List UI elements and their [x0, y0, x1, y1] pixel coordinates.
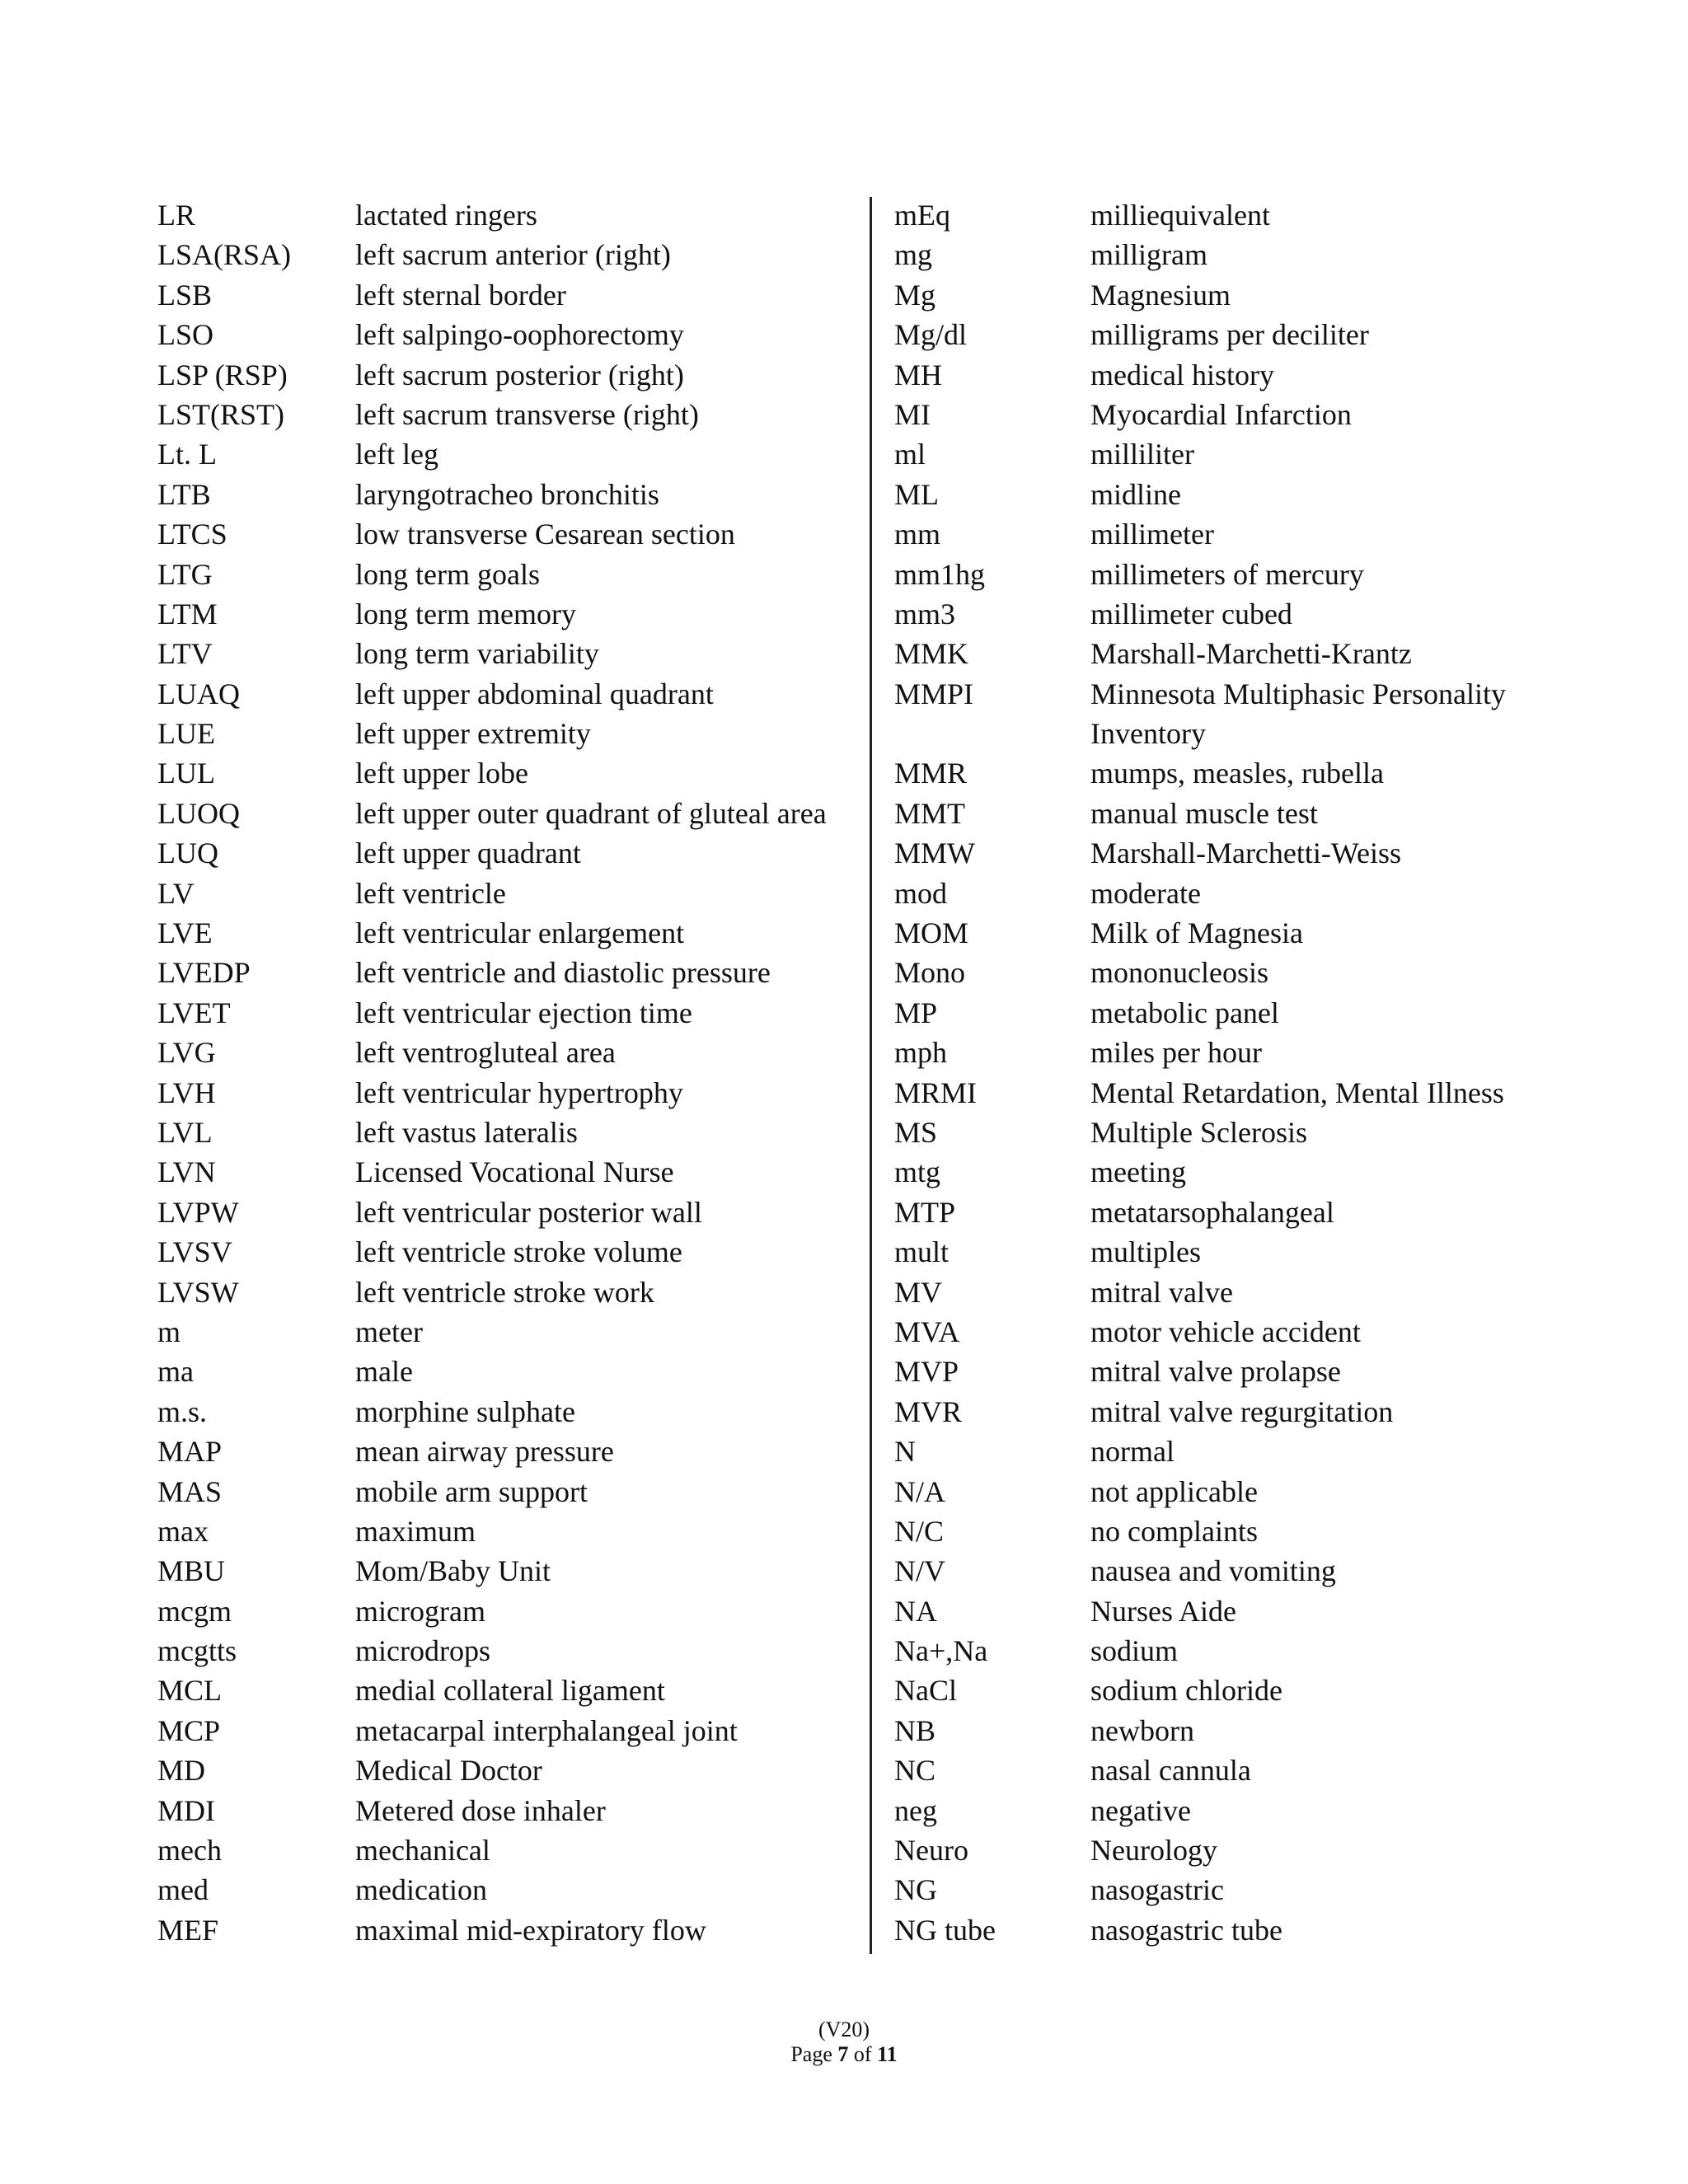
glossary-entry: [894, 1551, 1620, 1591]
abbreviation: MCL: [157, 1674, 223, 1708]
meaning: Neurology: [1090, 1834, 1217, 1868]
glossary-left-column: [157, 195, 858, 1950]
glossary-entry: [894, 753, 1620, 793]
glossary-entry: [894, 514, 1620, 554]
meaning: meeting: [1090, 1155, 1186, 1189]
abbreviation: MVA: [894, 1315, 960, 1348]
glossary-entry: [157, 1910, 858, 1950]
glossary-entry: [894, 794, 1620, 833]
abbreviation: NC: [894, 1754, 936, 1788]
abbreviation: m.s.: [157, 1394, 208, 1428]
glossary-entry: [157, 1711, 858, 1750]
glossary-entry: [894, 1033, 1620, 1072]
abbreviation: N: [894, 1435, 916, 1469]
abbreviation: MS: [894, 1115, 938, 1149]
meaning: motor vehicle accident: [1090, 1315, 1361, 1348]
glossary-entry: [894, 1472, 1620, 1511]
glossary-entry: [894, 594, 1620, 634]
abbreviation: LR: [157, 199, 196, 232]
abbreviation: LUL: [157, 757, 215, 790]
meaning: mitral valve regurgitation: [1090, 1394, 1394, 1428]
meaning: Milk of Magnesia: [1090, 916, 1303, 950]
meaning: millimeter cubed: [1090, 597, 1292, 630]
glossary-entry: [894, 674, 1620, 714]
meaning: mechanical: [355, 1834, 490, 1868]
column-divider: [870, 197, 872, 1954]
page-number: [0, 2042, 1688, 2067]
abbreviation: LVEDP: [157, 956, 251, 990]
glossary-entry: [157, 315, 858, 354]
meaning: meter: [355, 1315, 423, 1348]
meaning: mobile arm support: [355, 1474, 588, 1508]
abbreviation: MMK: [894, 637, 969, 671]
glossary-entry: [894, 235, 1620, 274]
glossary-entry: [157, 1432, 858, 1471]
meaning: morphine sulphate: [355, 1394, 575, 1428]
glossary-entry: [894, 1073, 1620, 1113]
glossary-entry: [157, 1750, 858, 1790]
glossary-entry: [894, 315, 1620, 354]
meaning: mitral valve: [1090, 1275, 1233, 1309]
meaning: milliliter: [1090, 438, 1194, 471]
meaning: left sacrum posterior (right): [355, 358, 684, 391]
abbreviation: MD: [157, 1754, 206, 1788]
abbreviation: mult: [894, 1235, 950, 1269]
meaning: multiples: [1090, 1235, 1201, 1269]
glossary-entry: [894, 1711, 1620, 1750]
page-footer: [0, 2018, 1688, 2067]
glossary-entry: [157, 1791, 858, 1830]
meaning: millimeters of mercury: [1090, 557, 1364, 591]
abbreviation: Mg/dl: [894, 318, 968, 352]
abbreviation: MEF: [157, 1913, 219, 1947]
abbreviation: LV: [157, 876, 195, 910]
meaning: metabolic panel: [1090, 996, 1279, 1029]
glossary-entry: [157, 833, 858, 873]
abbreviation: LVSV: [157, 1235, 232, 1269]
abbreviation: LTV: [157, 637, 213, 671]
meaning: left leg: [355, 438, 438, 471]
meaning: left upper quadrant: [355, 837, 581, 870]
meaning: left upper extremity: [355, 717, 591, 751]
glossary-entry: [894, 1392, 1620, 1432]
meaning: left vastus lateralis: [355, 1115, 578, 1149]
abbreviation: LUAQ: [157, 677, 240, 710]
meaning: maximum: [355, 1514, 476, 1548]
glossary-entry: [894, 475, 1620, 514]
abbreviation: LTM: [157, 597, 218, 630]
glossary-entry: [157, 1392, 858, 1432]
meaning: left upper abdominal quadrant: [355, 677, 714, 710]
meaning: nasogastric: [1090, 1873, 1224, 1907]
meaning: sodium chloride: [1090, 1674, 1282, 1708]
glossary-entry: [157, 1631, 858, 1671]
abbreviation: mcgm: [157, 1594, 232, 1628]
abbreviation: MAS: [157, 1474, 223, 1508]
abbreviation: LUOQ: [157, 796, 240, 830]
abbreviation: LVG: [157, 1036, 216, 1070]
abbreviation: mEq: [894, 199, 950, 232]
meaning: Marshall-Marchetti-Weiss: [1090, 837, 1401, 870]
glossary-entry: [157, 794, 858, 833]
meaning: left ventricle stroke volume: [355, 1235, 682, 1269]
abbreviation: mm1hg: [894, 557, 986, 591]
glossary-entry: [157, 1272, 858, 1312]
meaning: milligrams per deciliter: [1090, 318, 1369, 352]
abbreviation: MH: [894, 358, 943, 391]
glossary-right-column: [894, 195, 1620, 1950]
page-prefix: Page: [790, 2042, 832, 2066]
glossary-entry: [894, 833, 1620, 873]
meaning: Marshall-Marchetti-Krantz: [1090, 637, 1412, 671]
meaning: not applicable: [1090, 1474, 1258, 1508]
meaning: Nurses Aide: [1090, 1594, 1236, 1628]
abbreviation: mm: [894, 518, 941, 551]
abbreviation: neg: [894, 1793, 937, 1827]
glossary-entry: [157, 395, 858, 434]
abbreviation: LVL: [157, 1115, 213, 1149]
abbreviation: NaCl: [894, 1674, 957, 1708]
glossary-entry: [894, 1791, 1620, 1830]
page-current: 7: [837, 2042, 849, 2066]
abbreviation: LTCS: [157, 518, 227, 551]
abbreviation: N/A: [894, 1474, 945, 1508]
meaning: left ventricular posterior wall: [355, 1195, 702, 1229]
glossary-entry: [894, 1152, 1620, 1192]
abbreviation: MDI: [157, 1793, 215, 1827]
meaning: Metered dose inhaler: [355, 1793, 606, 1827]
abbreviation: MOM: [894, 916, 969, 950]
glossary-entry: [157, 475, 858, 514]
meaning: Medical Doctor: [355, 1754, 542, 1788]
glossary-entry: [157, 594, 858, 634]
glossary-entry: [157, 235, 858, 274]
meaning: sodium: [1090, 1634, 1179, 1668]
glossary-entry: [157, 1152, 858, 1192]
abbreviation: MCP: [157, 1713, 221, 1747]
meaning: left ventricle: [355, 876, 506, 910]
glossary-entry: [894, 1631, 1620, 1671]
abbreviation: NG: [894, 1873, 937, 1907]
glossary-entry: [894, 1870, 1620, 1910]
glossary-entry: [157, 1193, 858, 1232]
meaning: left sacrum anterior (right): [355, 238, 671, 272]
glossary-entry: [894, 1910, 1620, 1950]
meaning: left sternal border: [355, 278, 566, 312]
abbreviation: LST(RST): [157, 397, 285, 431]
abbreviation: MI: [894, 397, 931, 431]
meaning: Licensed Vocational Nurse: [355, 1155, 674, 1189]
meaning: milligram: [1090, 238, 1207, 272]
abbreviation: max: [157, 1514, 209, 1548]
glossary-entry: [894, 1352, 1620, 1391]
meaning: normal: [1090, 1435, 1175, 1469]
glossary-entry: [157, 1870, 858, 1910]
abbreviation: N/C: [894, 1514, 945, 1548]
abbreviation: MAP: [157, 1435, 223, 1469]
glossary-entry: [157, 1232, 858, 1272]
glossary-entry: [894, 555, 1620, 594]
meaning: male: [355, 1355, 413, 1389]
abbreviation: LVE: [157, 916, 213, 950]
abbreviation: ma: [157, 1355, 194, 1389]
meaning: medical history: [1090, 358, 1274, 391]
glossary-entry: [894, 1671, 1620, 1710]
glossary-entry: [894, 1113, 1620, 1152]
abbreviation: LTG: [157, 557, 213, 591]
abbreviation: MP: [894, 996, 938, 1029]
meaning: moderate: [1090, 876, 1201, 910]
abbreviation: MMPI: [894, 677, 974, 710]
meaning: miles per hour: [1090, 1036, 1262, 1070]
abbreviation: MVR: [894, 1394, 963, 1428]
abbreviation: NA: [894, 1594, 937, 1628]
abbreviation: N/V: [894, 1554, 945, 1588]
glossary-entry: [157, 1033, 858, 1072]
meaning: left salpingo-oophorectomy: [355, 318, 684, 352]
abbreviation: LVN: [157, 1155, 216, 1189]
abbreviation: ml: [894, 438, 926, 471]
abbreviation: LSA(RSA): [157, 238, 292, 272]
meaning: microgram: [355, 1594, 485, 1628]
meaning: left sacrum transverse (right): [355, 397, 699, 431]
meaning: left ventricular hypertrophy: [355, 1076, 683, 1109]
glossary-entry: [157, 1511, 858, 1551]
glossary-entry: [894, 993, 1620, 1033]
abbreviation: MMR: [894, 757, 968, 790]
glossary-entry: [894, 1272, 1620, 1312]
meaning: metatarsophalangeal: [1090, 1195, 1334, 1229]
glossary-entry: [894, 395, 1620, 434]
meaning: nausea and vomiting: [1090, 1554, 1336, 1588]
abbreviation: ML: [894, 477, 939, 511]
meaning: newborn: [1090, 1713, 1194, 1747]
abbreviation: MTP: [894, 1195, 956, 1229]
glossary-entry: [894, 1232, 1620, 1272]
meaning: left ventricle stroke work: [355, 1275, 654, 1309]
meaning: Magnesium: [1090, 278, 1231, 312]
meaning: left ventricular enlargement: [355, 916, 685, 950]
abbreviation: Lt. L: [157, 438, 217, 471]
glossary-entry: [157, 714, 858, 753]
abbreviation: mcgtts: [157, 1634, 237, 1668]
glossary-entry: [157, 753, 858, 793]
page-total: 11: [877, 2042, 898, 2066]
glossary-entry: [894, 1432, 1620, 1471]
glossary-entry: [157, 1472, 858, 1511]
glossary-entry: [157, 1312, 858, 1352]
glossary-entry: [157, 434, 858, 474]
glossary-entry: [157, 874, 858, 913]
glossary-entry: [157, 355, 858, 395]
abbreviation: MV: [894, 1275, 943, 1309]
abbreviation: mech: [157, 1834, 222, 1868]
abbreviation: mg: [894, 238, 933, 272]
meaning: negative: [1090, 1793, 1191, 1827]
glossary-entry: [157, 195, 858, 235]
abbreviation: LUQ: [157, 837, 218, 870]
meaning: microdrops: [355, 1634, 490, 1668]
abbreviation: NG tube: [894, 1913, 996, 1947]
meaning: Minnesota Multiphasic Personality: [1090, 677, 1506, 710]
meaning: millimeter: [1090, 518, 1214, 551]
glossary-entry: [157, 674, 858, 714]
abbreviation: LTB: [157, 477, 211, 511]
abbreviation: LVET: [157, 996, 231, 1029]
meaning: nasal cannula: [1090, 1754, 1251, 1788]
meaning: left ventricular ejection time: [355, 996, 692, 1029]
abbreviation: med: [157, 1873, 209, 1907]
glossary-entry: [894, 874, 1620, 913]
abbreviation: mtg: [894, 1155, 941, 1189]
meaning: Inventory: [1090, 717, 1206, 751]
glossary-entry: [894, 953, 1620, 992]
abbreviation: LVPW: [157, 1195, 239, 1229]
meaning: mononucleosis: [1090, 956, 1268, 990]
abbreviation: mph: [894, 1036, 948, 1070]
abbreviation: mod: [894, 876, 948, 910]
glossary-entry: [894, 1193, 1620, 1232]
meaning: Mom/Baby Unit: [355, 1554, 551, 1588]
meaning: manual muscle test: [1090, 796, 1318, 830]
glossary-entry: [157, 514, 858, 554]
meaning: low transverse Cesarean section: [355, 518, 735, 551]
abbreviation: MVP: [894, 1355, 959, 1389]
glossary-entry: [894, 275, 1620, 315]
abbreviation: Mono: [894, 956, 966, 990]
meaning: Multiple Sclerosis: [1090, 1115, 1307, 1149]
meaning: left ventricle and diastolic pressure: [355, 956, 771, 990]
abbreviation: LSP (RSP): [157, 358, 288, 391]
glossary-entry: [894, 1511, 1620, 1551]
glossary-entry: [157, 1352, 858, 1391]
glossary-entry: [894, 1750, 1620, 1790]
glossary-entry: [157, 993, 858, 1033]
glossary-entry: [157, 1830, 858, 1870]
glossary-entry: [894, 634, 1620, 673]
glossary-entry: [157, 634, 858, 673]
glossary-entry: [894, 195, 1620, 235]
meaning: midline: [1090, 477, 1181, 511]
meaning: long term memory: [355, 597, 576, 630]
meaning: mean airway pressure: [355, 1435, 614, 1469]
glossary-entry: [894, 434, 1620, 474]
glossary-entry: [894, 355, 1620, 395]
meaning: left upper outer quadrant of gluteal area: [355, 796, 827, 830]
abbreviation: LVSW: [157, 1275, 239, 1309]
meaning: mitral valve prolapse: [1090, 1355, 1341, 1389]
abbreviation: LUE: [157, 717, 215, 751]
meaning: laryngotracheo bronchitis: [355, 477, 659, 511]
abbreviation: Neuro: [894, 1834, 968, 1868]
meaning: left ventrogluteal area: [355, 1036, 616, 1070]
glossary-entry: [157, 1113, 858, 1152]
abbreviation: m: [157, 1315, 181, 1348]
meaning: milliequivalent: [1090, 199, 1270, 232]
meaning: metacarpal interphalangeal joint: [355, 1713, 738, 1747]
abbreviation: Mg: [894, 278, 936, 312]
abbreviation: LVH: [157, 1076, 216, 1109]
abbreviation: NB: [894, 1713, 936, 1747]
page-separator: of: [853, 2042, 872, 2066]
meaning: no complaints: [1090, 1514, 1258, 1548]
meaning: lactated ringers: [355, 199, 537, 232]
glossary-entry: [894, 1830, 1620, 1870]
meaning: long term variability: [355, 637, 599, 671]
meaning: medication: [355, 1873, 487, 1907]
meaning: left upper lobe: [355, 757, 528, 790]
abbreviation: MBU: [157, 1554, 226, 1588]
glossary-entry: [157, 1671, 858, 1710]
meaning: nasogastric tube: [1090, 1913, 1282, 1947]
abbreviation: MMT: [894, 796, 966, 830]
abbreviation: MRMI: [894, 1076, 978, 1109]
glossary-entry: [157, 913, 858, 953]
glossary-entry: [157, 1591, 858, 1631]
glossary-entry: [894, 913, 1620, 953]
glossary-entry: [157, 1551, 858, 1591]
meaning: long term goals: [355, 557, 540, 591]
abbreviation: mm3: [894, 597, 956, 630]
glossary-entry: [894, 1591, 1620, 1631]
abbreviation: LSO: [157, 318, 214, 352]
glossary-entry: [157, 953, 858, 992]
glossary-entry: [157, 1073, 858, 1113]
meaning: maximal mid-expiratory flow: [355, 1913, 706, 1947]
meaning: medial collateral ligament: [355, 1674, 665, 1708]
version-label: (V20): [818, 2018, 870, 2041]
glossary-entry: [157, 555, 858, 594]
meaning: mumps, measles, rubella: [1090, 757, 1384, 790]
meaning: Mental Retardation, Mental Illness: [1090, 1076, 1504, 1109]
glossary-entry: [157, 275, 858, 315]
abbreviation: MMW: [894, 837, 975, 870]
glossary-entry: [894, 1312, 1620, 1352]
glossary-entry: [894, 714, 1620, 753]
meaning: Myocardial Infarction: [1090, 397, 1352, 431]
abbreviation: LSB: [157, 278, 213, 312]
abbreviation: Na+,Na: [894, 1634, 988, 1668]
